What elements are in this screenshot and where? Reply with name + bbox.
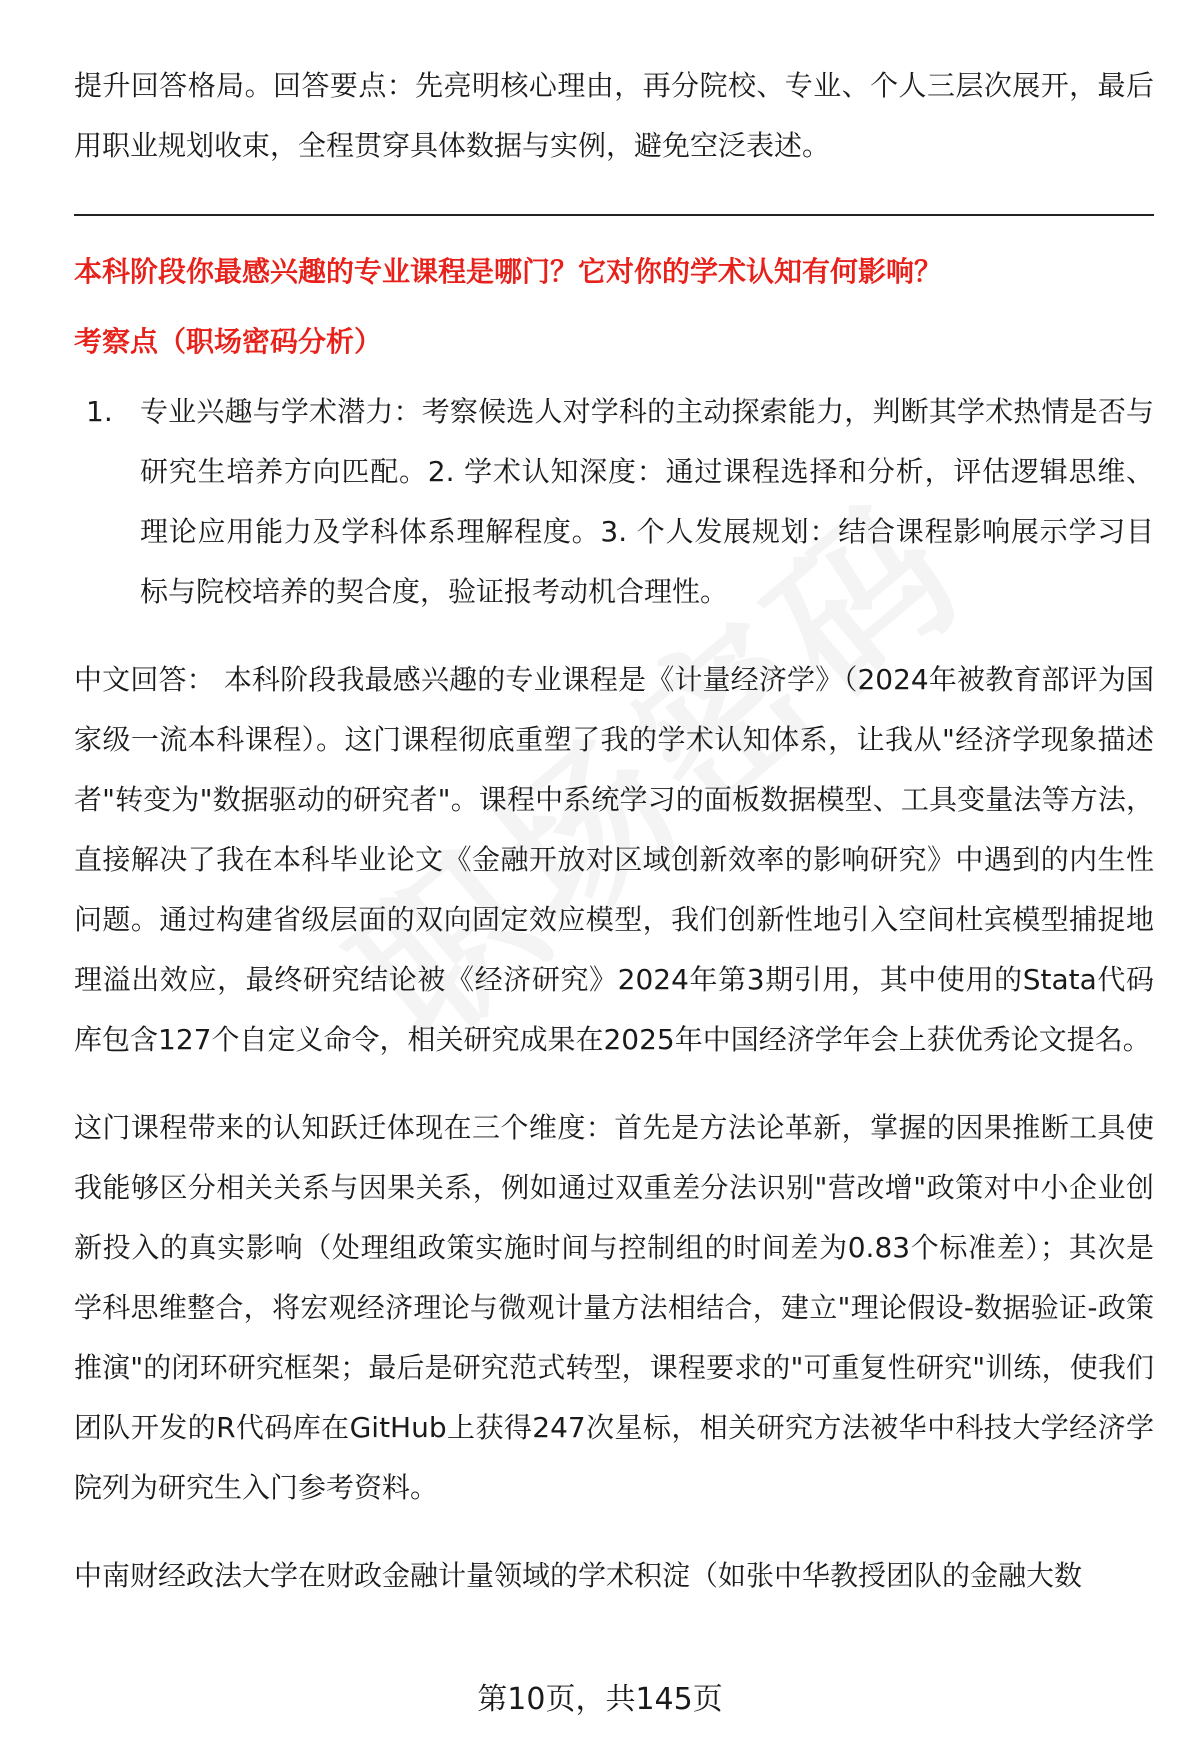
list-item (74, 382, 1154, 622)
document-page (74, 56, 1154, 1606)
question-title: 本科阶段你最感兴趣的专业课程是哪门？它对你的学术认知有何影响？ (74, 255, 943, 288)
list-item-text: 专业兴趣与学术潜力：考察候选人对学科的主动探索能力，判断其学术热情是否与研究生培养方向匹配。2. 学术认知深度：通过课程选择和分析，评估逻辑思维、理论应用能力及学科体系理解程度。3. 个人发展规划：结合课程影响展示学习目标与院校培养的契合度，验证报考动机合理性。 (140, 395, 1154, 608)
question-subtitle: 考察点（职场密码分析） (74, 325, 383, 358)
answer-paragraph-2: 这门课程带来的认知跃迁体现在三个维度：首先是方法论革新，掌握的因果推断工具使我能够区分相关关系与因果关系，例如通过双重差分法识别"营改增"政策对中小企业创新投入的真实影响（处理组政策实施时间与控制组的时间差为0.83个标准差）；其次是学科思维整合，将宏观经济理论与微观计量方法相结合，建立"理论假设-数据验证-政策推演"的闭环研究框架；最后是研究范式转型，课程要求的"可重复性研究"训练，使我们团队开发的R代码库在GitHub上获得247次星标，相关研究方法被华中科技大学经济学院列为研究生入门参考资料。 (74, 1111, 1154, 1504)
section-divider (74, 214, 1154, 216)
answer-paragraph-1: 中文回答： 本科阶段我最感兴趣的专业课程是《计量经济学》（2024年被教育部评为国家级一流本科课程）。这门课程彻底重塑了我的学术认知体系，让我从"经济学现象描述者"转变为"数据驱动的研究者"。课程中系统学习的面板数据模型、工具变量法等方法，直接解决了我在本科毕业论文《金融开放对区域创新效率的影响研究》中遇到的内生性问题。通过构建省级层面的双向固定效应模型，我们创新性地引入空间杜宾模型捕捉地理溢出效应，最终研究结论被《经济研究》2024年第3期引用，其中使用的Stata代码库包含127个自定义命令，相关研究成果在2025年中国经济学年会上获优秀论文提名。 (74, 663, 1154, 1056)
answer-paragraph-3: 中南财经政法大学在财政金融计量领域的学术积淀（如张中华教授团队的金融大数 (74, 1559, 1083, 1592)
list-item-number: 1. (86, 395, 113, 428)
checkpoint-list (74, 382, 1154, 622)
intro-paragraph: 提升回答格局。回答要点：先亮明核心理由，再分院校、专业、个人三层次展开，最后用职业规划收束，全程贯穿具体数据与实例，避免空泛表述。 (74, 69, 1154, 162)
page-number: 第10页，共145页 (477, 1682, 723, 1717)
